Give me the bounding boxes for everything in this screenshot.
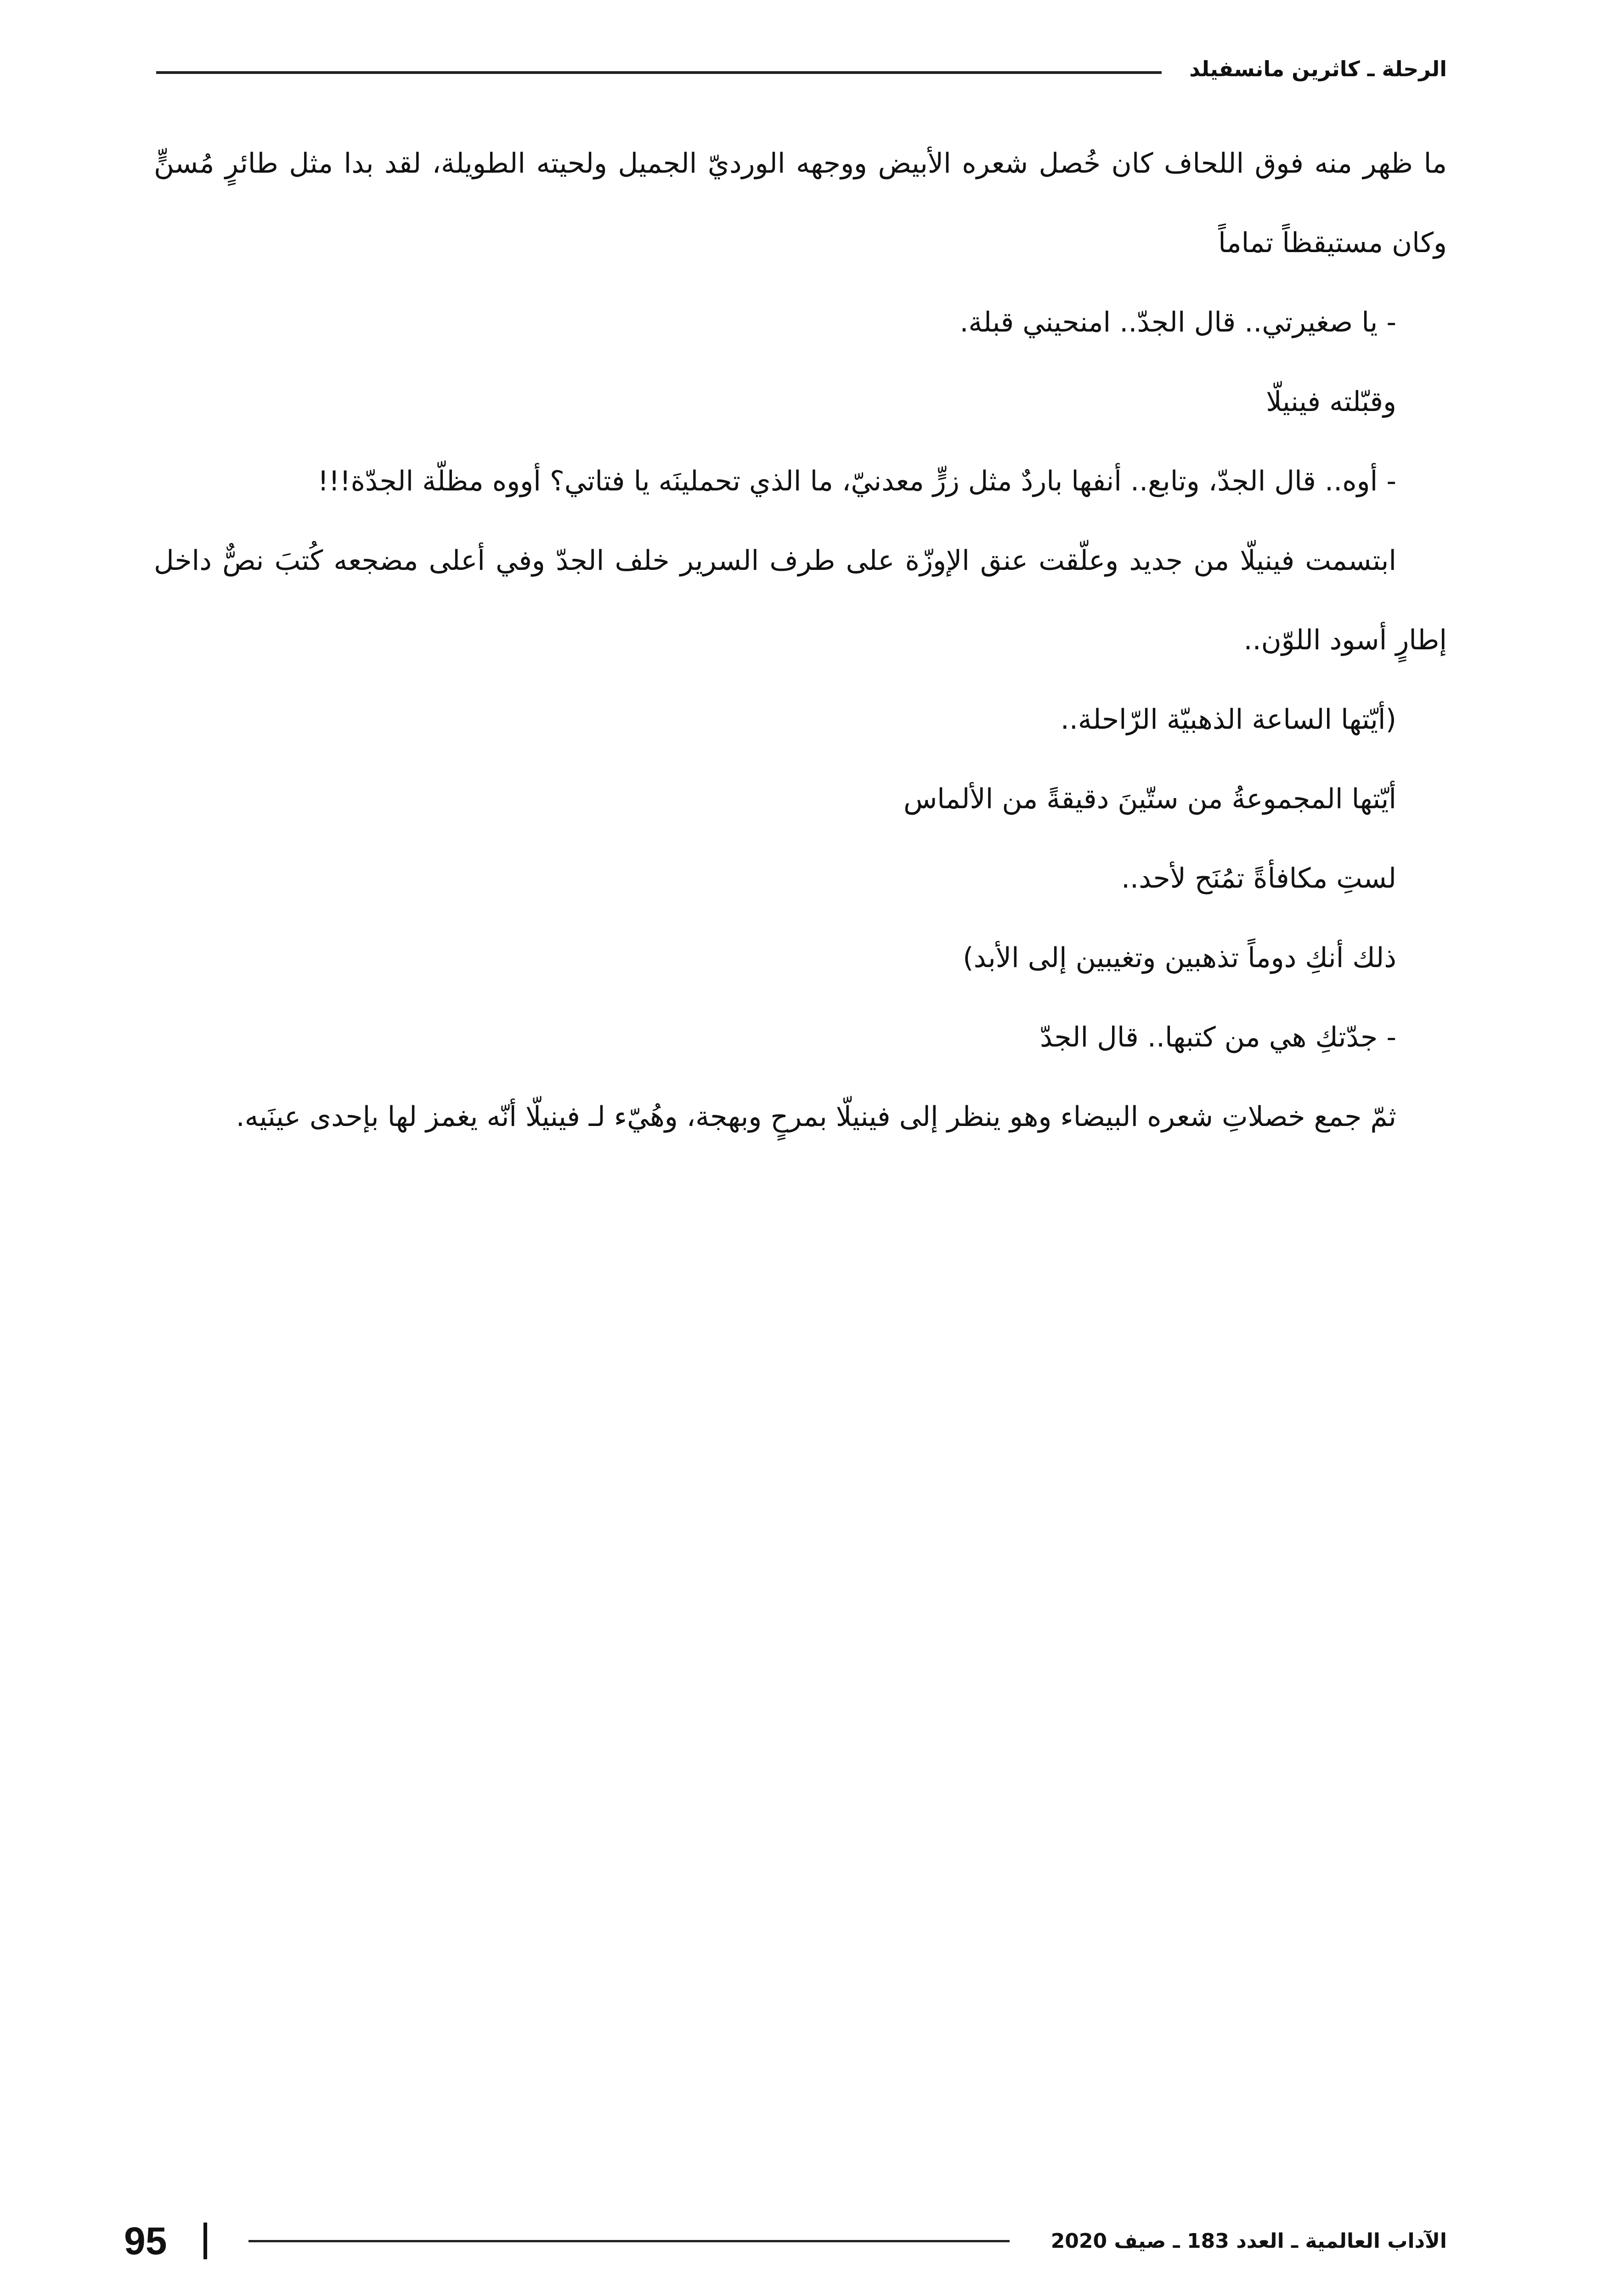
paragraph: - يا صغيرتي.. قال الجدّ.. امنحيني قبلة. [960,306,1396,338]
poem-line: لستِ مكافأةً تمُنَح لأحد.. [1121,862,1396,895]
footer-separator [203,2223,207,2259]
page-footer [124,2218,1447,2264]
footer-rule [248,2240,1009,2242]
running-header [156,51,1447,87]
paragraph: - جدّتكِ هي من كتبها.. قال الجدّ [1040,1021,1396,1053]
paragraph: ما ظهر منه فوق اللحاف كان خُصل شعره الأبيض ووجهه الورديّ الجميل ولحيته الطويلة، لقد بدا مثل طائرٍ مُسنٍّ وكان مستيقظاً تماماً [154,147,1447,259]
footer-source: الآداب العالمية ـ العدد 183 ـ صيف 2020 [1050,2229,1447,2253]
poem-line: (أيّتها الساعة الذهبيّة الرّاحلة.. [1060,703,1396,736]
page-number: 95 [124,2219,167,2262]
header-rule [156,71,1162,74]
paragraph: - أوه.. قال الجدّ، وتابع.. أنفها باردٌ مثل زرٍّ معدنيّ، ما الذي تحملينَه يا فتاتي؟ أووه مظلّة الجدّة!!! [317,465,1396,497]
header-title: الرحلة ـ كاثرين مانسفيلد [1189,56,1447,81]
paragraph: وقبّلته فينيلّا [1266,386,1396,418]
poem-line: أيّتها المجموعةُ من ستّينَ دقيقةً من الألماس [903,783,1396,815]
paragraph: ثمّ جمع خصلاتِ شعره البيضاء وهو ينظر إلى فينيلّا بمرحٍ وبهجة، وهُيّء لـ فينيلّا أنّه يغمز لها بإحدى عينَيه. [236,1101,1396,1133]
paragraph: ابتسمت فينيلّا من جديد وعلّقت عنق الإوزّة على طرف السرير خلف الجدّ وفي أعلى مضجعه كُتبَ نصٌّ داخل إطارٍ أسود اللوّن.. [154,545,1447,656]
article-body [154,124,1447,1157]
poem-line: ذلك أنكِ دوماً تذهبين وتغيبين إلى الأبد) [963,942,1396,974]
